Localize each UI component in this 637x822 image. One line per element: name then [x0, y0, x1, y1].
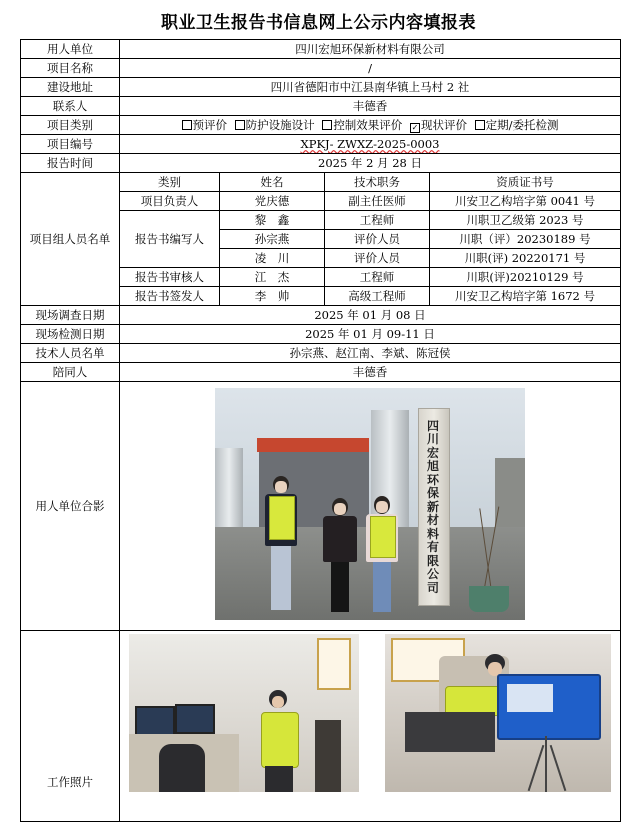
checkbox-icon[interactable]: [475, 120, 485, 130]
report-time-label: 报告时间: [21, 154, 120, 173]
checkbox-icon[interactable]: [322, 120, 332, 130]
project-name-value: /: [120, 59, 621, 78]
detector-instrument-icon: [497, 674, 601, 740]
team-role-writer: 报告书编写人: [120, 211, 220, 268]
project-number-text: XPKJ- ZWXZ-2025-0003: [300, 136, 440, 151]
project-category-options: [120, 116, 621, 135]
row-survey-date: [21, 306, 621, 325]
test-date-label: 现场检测日期: [21, 325, 120, 344]
team-name: 孙宗燕: [220, 230, 325, 249]
contact-label: 联系人: [21, 97, 120, 116]
technicians-value: 孙宗燕、赵江南、李斌、陈冠侯: [120, 344, 621, 363]
person-dark-coat: [323, 498, 357, 616]
row-work-photos: [21, 631, 621, 822]
team-role-leader: 项目负责人: [120, 192, 220, 211]
team-cert: 川职(评)20210129 号: [430, 268, 621, 287]
report-time-value: 2025 年 2 月 28 日: [120, 154, 621, 173]
employer-value: 四川宏旭环保新材料有限公司: [120, 40, 621, 59]
team-cert: 川职(评) 20220171 号: [430, 249, 621, 268]
checkbox-checked-icon[interactable]: [410, 123, 420, 133]
row-escort: [21, 363, 621, 382]
survey-date-label: 现场调查日期: [21, 306, 120, 325]
team-role-issuer: 报告书签发人: [120, 287, 220, 306]
team-cert: 川职（评）20230189 号: [430, 230, 621, 249]
team-title: 工程师: [325, 211, 430, 230]
team-name: 黎 鑫: [220, 211, 325, 230]
person-in-vest: [365, 496, 399, 616]
team-cert: 川安卫乙构培字第 1672 号: [430, 287, 621, 306]
team-header-category: 类别: [120, 173, 220, 192]
project-number-label: 项目编号: [21, 135, 120, 154]
category-option-periodic-testing[interactable]: 定期/委托检测: [475, 118, 559, 132]
technicians-label: 技术人员名单: [21, 344, 120, 363]
team-title: 工程师: [325, 268, 430, 287]
team-title: 副主任医师: [325, 192, 430, 211]
employer-label: 用人单位: [21, 40, 120, 59]
row-contact: [21, 97, 621, 116]
row-project-name: [21, 59, 621, 78]
row-test-date: [21, 325, 621, 344]
team-name: 党庆德: [220, 192, 325, 211]
team-header-cert: 资质证书号: [430, 173, 621, 192]
team-label: 项目组人员名单: [21, 173, 120, 306]
team-title: 评价人员: [325, 230, 430, 249]
row-technicians: [21, 344, 621, 363]
team-title: 评价人员: [325, 249, 430, 268]
project-category-label: 项目类别: [21, 116, 120, 135]
row-address: [21, 78, 621, 97]
contact-value: 丰德香: [120, 97, 621, 116]
team-header-name: 姓名: [220, 173, 325, 192]
company-sign: 四川宏旭环保新材料有限公司: [426, 418, 439, 595]
row-report-time: [21, 154, 621, 173]
survey-date-value: 2025 年 01 月 08 日: [120, 306, 621, 325]
project-name-label: 项目名称: [21, 59, 120, 78]
row-project-number: [21, 135, 621, 154]
address-value: 四川省德阳市中江县南华镇上马村 2 社: [120, 78, 621, 97]
work-photo-control-room: [129, 634, 359, 792]
escort-value: 丰德香: [120, 363, 621, 382]
category-option-status-evaluation[interactable]: ✓ 现状评价: [410, 118, 467, 132]
row-group-photo: [21, 382, 621, 631]
category-option-control-effect[interactable]: 控制效果评价: [322, 118, 402, 132]
work-photos-label: [21, 631, 120, 822]
checkbox-icon[interactable]: [182, 120, 192, 130]
person-in-vest: [263, 476, 297, 616]
category-option-protection-design[interactable]: 防护设施设计: [235, 118, 315, 132]
page-title: 职业卫生报告书信息网上公示内容填报表: [161, 13, 476, 33]
work-photos-text: 工作照片: [47, 775, 93, 789]
escort-label: 陪同人: [21, 363, 120, 382]
team-title: 高级工程师: [325, 287, 430, 306]
team-name: 江 杰: [220, 268, 325, 287]
project-number-value: [120, 135, 621, 154]
disclosure-form: [20, 39, 621, 822]
team-cert: 川职卫乙级第 2023 号: [430, 211, 621, 230]
work-photos-cell: [120, 631, 621, 822]
team-name: 李 帅: [220, 287, 325, 306]
team-name: 凌 川: [220, 249, 325, 268]
test-date-value: 2025 年 01 月 09-11 日: [120, 325, 621, 344]
work-photo-instrument: [385, 634, 611, 792]
row-employer: [21, 40, 621, 59]
group-photo: [215, 388, 525, 620]
team-cert: 川安卫乙构培字第 0041 号: [430, 192, 621, 211]
checkbox-icon[interactable]: [235, 120, 245, 130]
category-option-pre-evaluation[interactable]: 预评价: [182, 118, 228, 132]
group-photo-cell: [120, 382, 621, 631]
address-label: 建设地址: [21, 78, 120, 97]
team-header-title: 技术职务: [325, 173, 430, 192]
row-project-category: [21, 116, 621, 135]
team-role-reviewer: 报告书审核人: [120, 268, 220, 287]
team-header-row: [21, 173, 621, 192]
group-photo-label: 用人单位合影: [21, 382, 120, 631]
